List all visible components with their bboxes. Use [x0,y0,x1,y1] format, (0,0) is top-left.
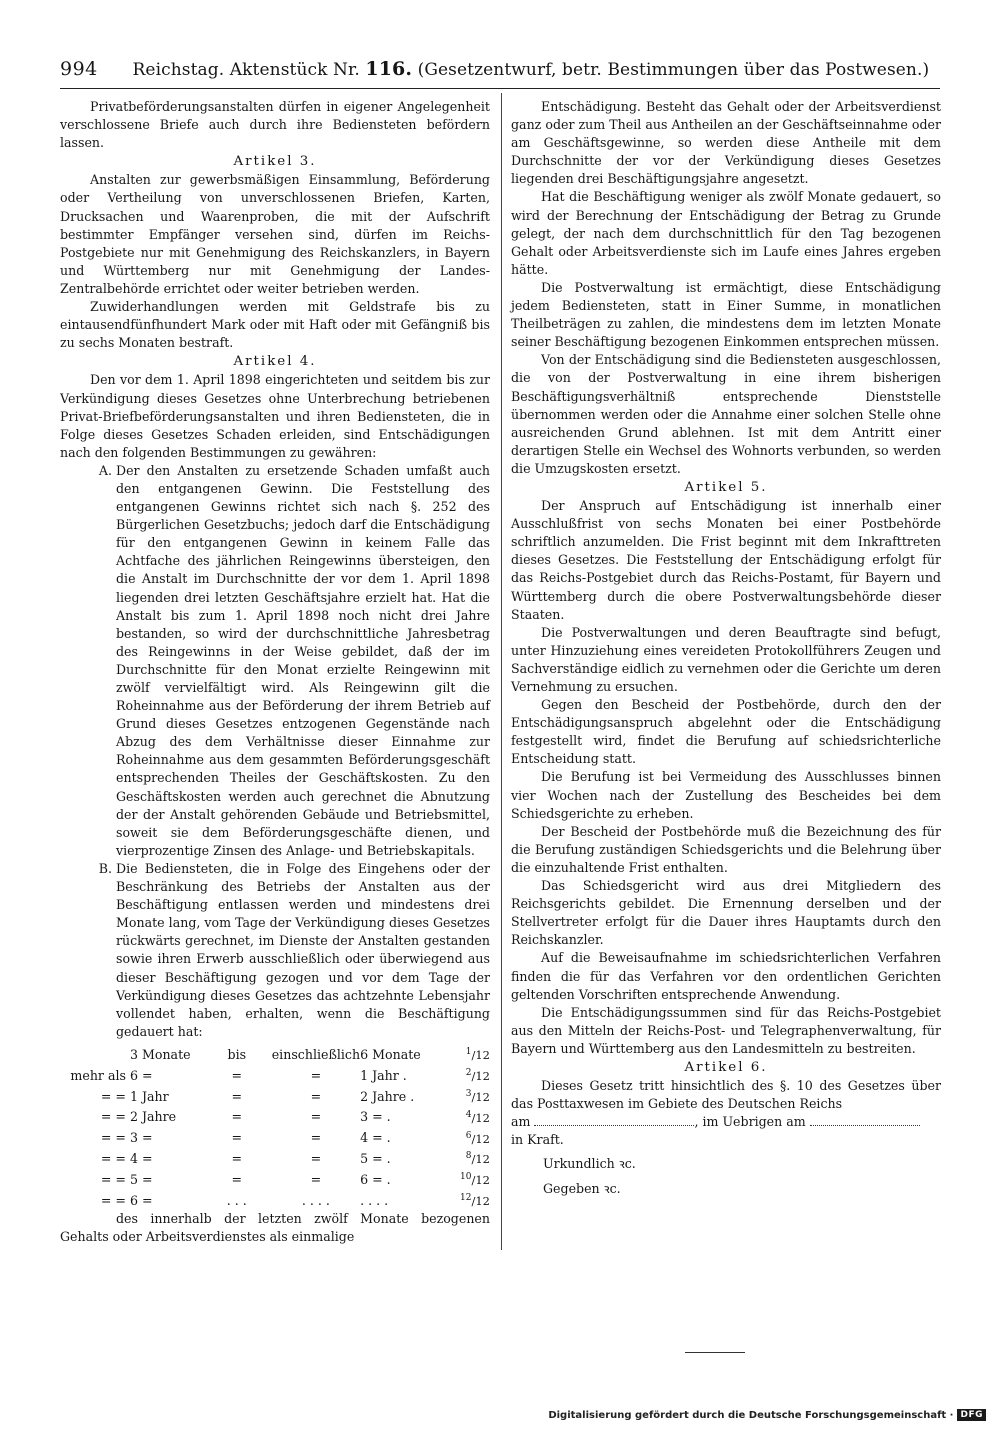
fraction-slash: / [471,1152,476,1167]
schedule-row [60,1085,490,1106]
fraction-numerator: 4 [465,1109,472,1120]
article-6-heading: Artikel 6. [684,1059,768,1075]
schedule-cell: = [231,1151,243,1167]
article-5-paragraph-2: Die Postverwaltungen und deren Beauftragte sind befugt, unter Hinzuziehung eines vereideten Protokollführers Zeugen und Sachverständige eidlich zu vernehmen oder die Gerichte um deren Vernehmung zu ersuchen. [511,624,941,694]
paragraph-installments: Die Postverwaltung ist ermächtigt, diese Entschädigung jedem Bediensteten, statt in Einer Summe, in monatlichen Theilbeträgen zu zahlen, die mindestens dem im letzten Monate seiner Beschäftigung bezogenen Einkommen entsprechen müssen. [511,279,941,350]
schedule-fraction [450,1168,490,1189]
right-column [511,98,941,1198]
fraction-slash: / [471,1110,476,1125]
schedule-cell: = = [100,1109,126,1125]
schedule-cell: 6 = [129,1067,153,1083]
schedule-cell: 2 Jahre [129,1109,177,1125]
article-3-paragraph-2: Zuwiderhandlungen werden mit Geldstrafe bis zu eintausendfünfhundert Mark oder mit Haft oder mit Gefängniß bis zu sechs Monaten bestraft. [60,299,490,351]
schedule-cell: 1 Jahr [129,1088,169,1104]
article-4-heading: Artikel 4. [233,354,317,370]
article-5-paragraph-3: Gegen den Bescheid der Postbehörde, durch den der Entschädigungsanspruch abgelehnt oder die Entschädigung festgestellt wird, findet die Berufung auf schiedsrichterliche Entscheidung statt. [511,697,941,767]
schedule-cell: 6 = [129,1193,153,1209]
paragraph-short-employment: Hat die Beschäftigung weniger als zwölf Monate gedauert, so wird der Berechnung der Entschädigung der Betrag zu Grunde gelegt, der nach dem durchschnittlich für den Tag bezogenen Gehalt oder Arbeitsverdienste sich im Laufe eines Jahres ergeben hätte. [511,189,941,277]
fraction-numerator: 8 [465,1151,472,1162]
item-a-text: Der den Anstalten zu ersetzende Schaden umfaßt auch den entgangenen Gewinn. Die Feststellung des entgangenen Gewinns richtet sich nach §. 252 des Bürgerlichen Gesetzbuchs; jedoch darf die Entschädigung für den entgangenen Gewinn in keinem Falle das Achtfache des jährlichen Reingewinns übersteigen, den die Anstalt im Durchschnitte der vor dem 1. April 1898 liegenden drei letzten Geschäftsjahre erzielt hat. Hat die Anstalt bis zum 1. April 1898 noch nicht drei Jahre bestanden, so wird der durchschnittliche Jahresbetrag des Reingewinns in der Weise gebildet, daß der im Durchschnitte für den Monat erzielte Reingewinn mit zwölf vervielfältigt wird. Als Reingewinn gilt die Roheinnahme aus der Beförderung der ihrem Betrieb auf Grund dieses Gesetzes entzogenen Gegenstände nach Abzug des dem Verhältnisse dieser Einnahme zur Roheinnahme aus dem gesammten Beförderungsgeschäft entsprechenden Theiles der Geschäftskosten. Zu den Geschäftskosten werden auch gerechnet die Abnutzung der der Anstalt gehörenden Gebäude und Betriebsmittel, soweit sie dem Beförderungsgeschäfte dienen, und vierprozentige Zinsen des Anlage- und Betriebskapitals. [116,462,490,858]
schedule-cell: = [310,1172,322,1188]
item-b [60,860,490,1041]
date-blank-2 [810,1113,920,1126]
compensation-schedule [60,1043,490,1210]
fraction-numerator: 1 [465,1046,472,1057]
schedule-cell: 5 = [129,1172,153,1188]
schedule-row [60,1106,490,1127]
schedule-cell: . . . [226,1193,247,1209]
schedule-cell: = [310,1151,322,1167]
schedule-row [60,1147,490,1168]
schedule-cell: 3 Monate [129,1046,191,1062]
item-a-label: A. [98,462,112,478]
item-a [60,462,490,860]
schedule-row [60,1064,490,1085]
continuation-paragraph: Entschädigung. Besteht das Gehalt oder der Arbeitsverdienst ganz oder zum Theil aus Antheilen an der Geschäftseinnahme oder am Geschäftsgewinne, so werden diese Antheile mit dem Durchschnitte der vor der Verkündigung dieses Gesetzes liegenden drei Beschäftigungsjahre angesetzt. [511,99,941,187]
fraction-numerator: 3 [465,1088,472,1099]
schedule-fraction [450,1189,490,1210]
fraction-slash: / [471,1194,476,1209]
fraction-denominator: 12 [475,1173,490,1188]
article-3-heading: Artikel 3. [233,154,317,170]
schedule-cell [60,1043,130,1064]
article-5-paragraph-4: Die Berufung ist bei Vermeidung des Ausschlusses binnen vier Wochen nach der Zustellung des Bescheides bei dem Schiedsgerichte zu erheben. [511,769,941,821]
schedule-cell: = [310,1109,322,1125]
art6-am-label: am [511,1114,531,1130]
urkundlich-line: Urkundlich ꝛc. [543,1156,636,1172]
schedule-cell: 2 Jahre . [360,1088,415,1104]
schedule-cell: = [231,1172,243,1188]
header-subject: (Gesetzentwurf, betr. Bestimmungen über das Postwesen.) [417,60,930,80]
item-b-text: Die Bediensteten, die in Folge des Eingehens oder der Beschränkung des Betriebs der Anstalten aus der Beschäftigung entlassen werden und mindestens drei Monate lang, vom Tage der Verkündigung dieses Gesetzes rückwärts gerechnet, im Dienste der Anstalten gestanden sowie ihren Erwerb ausschließlich oder überwiegend aus dieser Beschäftigung gezogen und vor dem Tage der Verkündigung dieses Gesetzes das achtzehnte Lebensjahr vollendet haben, erhalten, wenn die Beschäftigung gedauert hat: [116,860,490,1039]
schedule-cell: 1 Jahr . [360,1067,407,1083]
schedule-cell: 3 = [129,1130,153,1146]
schedule-row [60,1168,490,1189]
schedule-cell: . . . . [360,1193,389,1209]
article-5-paragraph-6: Das Schiedsgericht wird aus drei Mitgliedern des Reichsgerichts gebildet. Die Ernennung derselben und der Stellvertreter erfolgt für die Dauer ihres Hauptamts durch den Reichskanzler. [511,878,941,948]
schedule-cell: 6 Monate [360,1046,421,1062]
schedule-cell: 3 = . [360,1109,391,1125]
fraction-slash: / [471,1089,476,1104]
schedule-fraction [450,1127,490,1148]
article-5-paragraph-8: Die Entschädigungssummen sind für das Reichs-Postgebiet aus den Mitteln der Reichs-Post- und Telegraphenverwaltung, für Bayern und Württemberg aus den Landesmitteln zu bestreiten. [511,1004,941,1056]
gegeben-line: Gegeben ꝛc. [543,1180,621,1196]
schedule-cell: mehr als [70,1067,126,1083]
article-3-paragraph-1: Anstalten zur gewerbsmäßigen Einsammlung, Beförderung oder Vertheilung von unverschlossenen Briefen, Karten, Drucksachen und Waarenproben, die mit der Aufschrift bestimmter Empfänger versehen sind, dürfen im Reichs-Postgebiete nur mit Genehmigung des Reichskanzlers, in Bayern und Württemberg nur mit Genehmigung der Landes-Zentralbehörde errichtet oder weiter betrieben werden. [60,172,490,296]
schedule-cell: = [231,1088,243,1104]
art6-middle: , im Uebrigen am [694,1114,806,1130]
fraction-denominator: 12 [475,1089,490,1104]
article-5-paragraph-7: Auf die Beweisaufnahme im schiedsrichterlichen Verfahren finden die für das Verfahren vor den ordentlichen Gerichten geltenden Vorschriften entsprechende Anwendung. [511,950,941,1002]
schedule-cell: = = [100,1172,126,1188]
schedule-cell: = = [100,1130,126,1146]
schedule-cell: = = [100,1193,126,1209]
fraction-denominator: 12 [475,1047,490,1062]
fraction-slash: / [471,1068,476,1083]
schedule-cell: = [231,1130,243,1146]
fraction-numerator: 10 [460,1172,472,1183]
article-5-paragraph-1: Der Anspruch auf Entschädigung ist innerhalb einer Ausschlußfrist von sechs Monaten bei einer Postbehörde schriftlich anzumelden. Die Frist beginnt mit dem Inkrafttreten dieses Gesetzes. Die Feststellung der Entschädigung erfolgt für das Reichs-Postgebiet durch das Reichs-Postamt, für Bayern und Württemberg durch die obere Postverwaltungsbehörde dieser Staaten. [511,498,941,622]
item-b-label: B. [98,860,112,876]
column-divider [501,93,502,1250]
footer-credit: Digitalisierung gefördert durch die Deutsche Forschungsgemeinschaft · [548,1409,954,1421]
schedule-cell: = [310,1088,322,1104]
schedule-fraction [450,1147,490,1168]
fraction-denominator: 12 [475,1194,490,1209]
page-number: 994 [60,58,98,80]
article-4-paragraph-1: Den vor dem 1. April 1898 eingerichteten und seitdem bis zur Verkündigung dieses Gesetzes ohne Unterbrechung betriebenen Privat-Briefbeförderungsanstalten und ihren Bediensteten, die in Folge dieses Gesetzes Schaden erleiden, sind Entschädigungen nach den folgenden Bestimmungen zu gewähren: [60,372,490,460]
schedule-cell: bis [227,1046,247,1062]
fraction-numerator: 12 [460,1193,472,1204]
fraction-denominator: 12 [475,1068,490,1083]
left-column [60,98,490,1246]
schedule-cell: 4 = . [360,1130,391,1146]
schedule-cell: 6 = . [360,1172,391,1188]
intro-paragraph: Privatbeförderungsanstalten dürfen in eigener Angelegenheit verschlossene Briefe auch durch ihre Bediensteten befördern lassen. [60,99,490,151]
footer [548,1409,986,1421]
schedule-row [60,1043,490,1064]
art6-end: in Kraft. [511,1132,564,1148]
running-header [60,58,940,86]
schedule-cell: 4 = [129,1151,153,1167]
schedule-cell: = [310,1130,322,1146]
schedule-cell: 5 = . [360,1151,391,1167]
schedule-cell: = [231,1109,243,1125]
fraction-slash: / [471,1131,476,1146]
schedule-row [60,1127,490,1148]
schedule-fraction [450,1064,490,1085]
after-schedule-paragraph: des innerhalb der letzten zwölf Monate bezogenen Gehalts oder Arbeitsverdienstes als einmalige [60,1211,490,1245]
schedule-row [60,1189,490,1210]
fraction-denominator: 12 [475,1131,490,1146]
article-5-paragraph-5: Der Bescheid der Postbehörde muß die Bezeichnung des für die Berufung zuständigen Schiedsgerichts und die Belehrung über die einzuhaltende Frist enthalten. [511,823,941,875]
article-6-text: Dieses Gesetz tritt hinsichtlich des §. 10 des Gesetzes über das Posttaxwesen im Gebiete des Deutschen Reichs [511,1078,941,1112]
schedule-cell: = [231,1067,243,1083]
schedule-fraction [450,1085,490,1106]
fraction-numerator: 2 [465,1067,472,1078]
header-title [122,58,940,80]
dfg-logo: DFG [957,1409,986,1421]
document-number: 116. [365,58,413,80]
end-rule [685,1352,745,1353]
schedule-cell: = [310,1067,322,1083]
fraction-slash: / [471,1047,476,1062]
schedule-cell: . . . . [301,1193,330,1209]
schedule-fraction [450,1106,490,1127]
header-prefix: Reichstag. Aktenstück Nr. [132,60,360,80]
schedule-cell: einschließlich [271,1046,361,1062]
schedule-cell: = = [100,1151,126,1167]
fraction-denominator: 12 [475,1152,490,1167]
article-5-heading: Artikel 5. [684,479,768,495]
date-blank-1 [534,1113,694,1126]
fraction-slash: / [471,1173,476,1188]
schedule-fraction [450,1043,490,1064]
article-6-paragraph [511,1077,941,1149]
fraction-numerator: 6 [465,1130,472,1141]
fraction-denominator: 12 [475,1110,490,1125]
paragraph-exclusion: Von der Entschädigung sind die Bediensteten ausgeschlossen, die von der Postverwaltung in eine ihrem bisherigen Beschäftigungsverhältniß entsprechende Dienststelle übernommen werden oder die Annahme einer solchen Stelle ohne ausreichenden Grund ablehnen. Ist mit dem Antritt einer derartigen Stelle ein Wechsel des Wohnorts verbunden, so werden die Umzugskosten ersetzt. [511,352,941,476]
header-rule [60,88,940,89]
schedule-cell: = = [100,1088,126,1104]
